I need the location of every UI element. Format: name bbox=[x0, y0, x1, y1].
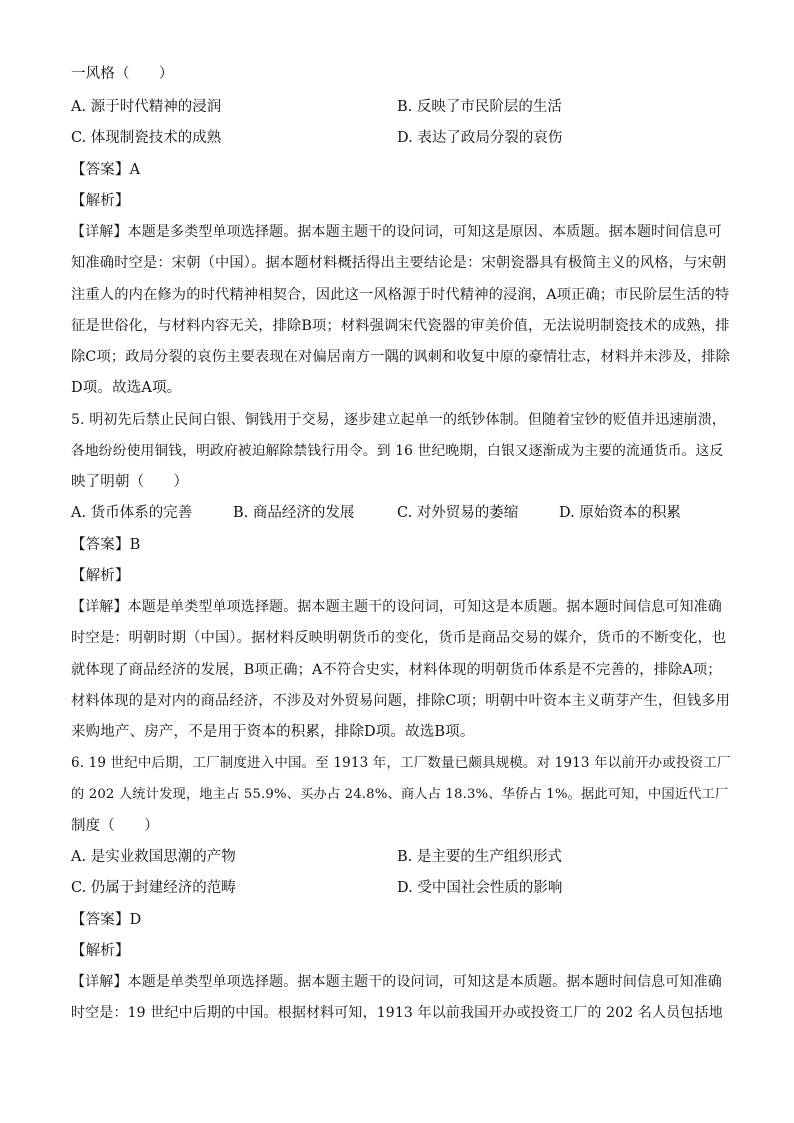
q4-detail-line: D项。故选A项。 bbox=[71, 380, 182, 396]
q4-detail-line: 除C项；政局分裂的哀伤主要表现在对偏居南方一隅的讽刺和收复中原的豪情壮志，材料并未涉及，排除 bbox=[71, 349, 731, 365]
q5-detail-line: 来购地产、房产，不是用于资本的积累，排除D项。故选B项。 bbox=[71, 724, 475, 740]
q6-option-b[interactable]: B. 是主要的生产组织形式 bbox=[397, 849, 562, 865]
q5-detail-line: 就体现了商品经济的发展，B项正确；A不符合史实，材料体现的明朝货币体系是不完善的，排除A项； bbox=[71, 662, 722, 678]
q4-options-row-2 bbox=[71, 128, 731, 148]
q5-detail-line: 【详解】本题是单类型单项选择题。据本题主题干的设问词，可知这是本质题。据本题时间信息可知准确 bbox=[71, 599, 722, 615]
q4-option-c[interactable]: C. 体现制瓷技术的成熟 bbox=[71, 130, 222, 146]
q4-answer: 【答案】A bbox=[71, 162, 141, 178]
q4-option-a[interactable]: A. 源于时代精神的浸润 bbox=[71, 99, 222, 115]
q4-options-row-1 bbox=[71, 97, 731, 117]
q5-stem-line: 5. 明初先后禁止民间白银、铜钱用于交易，逐步建立起单一的纸钞体制。但随着宝钞的贬值并迅速崩溃， bbox=[71, 412, 727, 428]
q4-detail-line: 【详解】本题是多类型单项选择题。据本题主题干的设问词，可知这是原因、本质题。据本题时间信息可 bbox=[71, 224, 722, 240]
q6-detail-line: 【详解】本题是单类型单项选择题。据本题主题干的设问词，可知这是本质题。据本题时间信息可知准确 bbox=[71, 974, 722, 990]
q4-detail-line: 征是世俗化，与材料内容无关，排除B项；材料强调宋代瓷器的审美价值，无法说明制瓷技术的成熟，排 bbox=[71, 318, 730, 334]
q6-stem-line: 6. 19 世纪中后期，工厂制度进入中国。至 1913 年，工厂数量已颇具规模。对 1913 年以前开办或投资工厂 bbox=[71, 755, 731, 771]
q6-option-c[interactable]: C. 仍属于封建经济的范畴 bbox=[71, 880, 236, 896]
q4-analysis-heading: 【解析】 bbox=[71, 193, 130, 209]
q5-stem-line: 映了明朝（ ） bbox=[71, 474, 189, 490]
q5-options-row bbox=[71, 503, 731, 523]
q4-detail-line: 知准确时空是：宋朝（中国）。据本题材料概括得出主要结论是：宋朝瓷器具有极简主义的风格，与宋朝 bbox=[71, 255, 727, 271]
q4-option-d[interactable]: D. 表达了政局分裂的哀伤 bbox=[397, 130, 563, 146]
q5-option-a[interactable]: A. 货币体系的完善 bbox=[71, 505, 193, 521]
q6-option-a[interactable]: A. 是实业救国思潮的产物 bbox=[71, 849, 236, 865]
q5-option-d[interactable]: D. 原始资本的积累 bbox=[559, 505, 681, 521]
q6-options-row-2 bbox=[71, 878, 731, 898]
q5-stem-line: 各地纷纷使用铜钱，明政府被迫解除禁钱行用令。到 16 世纪晚期，白银又逐渐成为主要的流通货币。这反 bbox=[71, 443, 724, 459]
q6-analysis-heading: 【解析】 bbox=[71, 943, 130, 959]
q5-option-c[interactable]: C. 对外贸易的萎缩 bbox=[397, 505, 519, 521]
q6-stem-line: 制度（ ） bbox=[71, 818, 159, 834]
q6-stem-line: 的 202 人统计发现，地主占 55.9%、买办占 24.8%、商人占 18.3%、华侨占 1%。据此可知，中国近代工厂 bbox=[71, 787, 729, 802]
q5-analysis-heading: 【解析】 bbox=[71, 568, 130, 584]
q5-option-b[interactable]: B. 商品经济的发展 bbox=[233, 505, 355, 521]
q5-detail-line: 时空是：明朝时期（中国）。据材料反映明朝货币的变化，货币是商品交易的媒介，货币的不断变化，也 bbox=[71, 630, 727, 646]
q6-detail-line: 时空是：19 世纪中后期的中国。根据材料可知，1913 年以前我国开办或投资工厂的 202 名人员包括地 bbox=[71, 1005, 723, 1021]
q6-options-row-1 bbox=[71, 847, 731, 867]
q5-answer: 【答案】B bbox=[71, 537, 141, 553]
q6-option-d[interactable]: D. 受中国社会性质的影响 bbox=[397, 880, 563, 896]
q5-detail-line: 材料体现的是对内的商品经济，不涉及对外贸易问题，排除C项；明朝中叶资本主义萌芽产生，但钱多用 bbox=[71, 693, 731, 709]
q4-option-b[interactable]: B. 反映了市民阶层的生活 bbox=[397, 99, 562, 115]
q4-stem-tail: 一风格（ ） bbox=[71, 66, 174, 82]
q4-detail-line: 注重人的内在修为的时代精神相契合，因此这一风格源于时代精神的浸润，A项正确；市民阶层生活的特 bbox=[71, 287, 730, 303]
q6-answer: 【答案】D bbox=[71, 912, 142, 928]
